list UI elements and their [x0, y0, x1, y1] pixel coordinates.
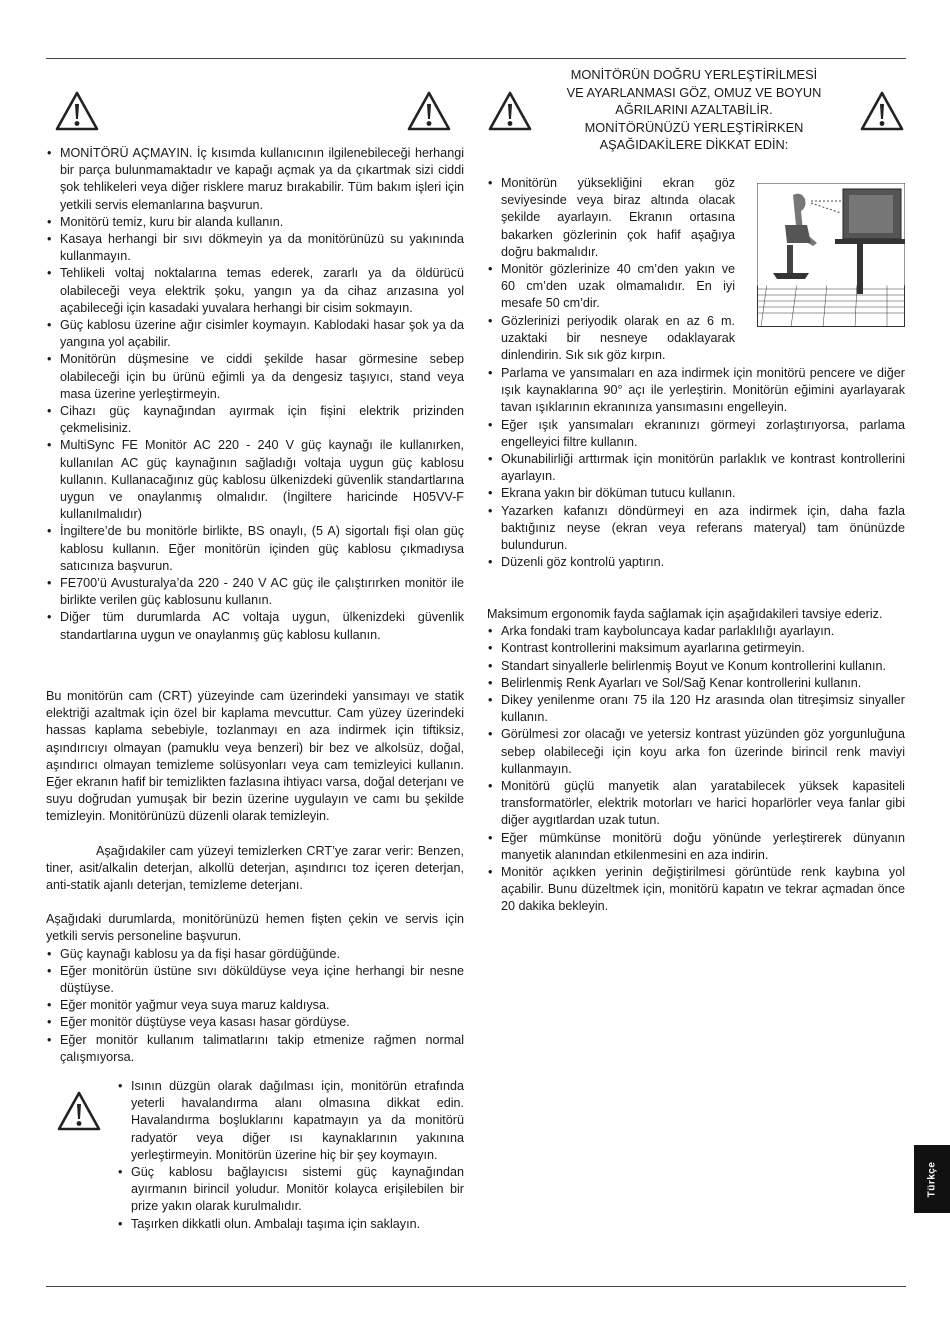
- warning-triangle-icon: [487, 90, 533, 132]
- list-item: • Parlama ve yansımaları en aza indirmek için monitörü pencere ve diğer ışık kaynaklarına 90° açı ile yerleştirin. Monitörün eğimini ayarlayarak tavan ışıklarının ekranınıza yansımasını engelleyin.: [487, 365, 905, 417]
- ergonomic-workstation-illustration: [757, 183, 905, 327]
- language-tab-label: Türkçe: [926, 1161, 938, 1197]
- heading-line: MONİTÖRÜN DOĞRU YERLEŞTİRİLMESİ: [570, 67, 818, 82]
- heading-line: VE AYARLANMASI GÖZ, OMUZ VE BOYUN: [566, 84, 822, 100]
- list-item: • MultiSync FE Monitör AC 220 - 240 V güç kaynağı ile kullanırken, kullanılan AC güç kaynağının sağladığı voltaja uygun güç kablosu kullanın. Kullanacağınız güç kablosu ülkenizdeki güvenlik standartlarına uygun ve onaylanmış olmalıdır. (İngiltere haricinde H05VV-F kullanılmalıdır): [46, 437, 464, 523]
- list-item: • Monitörün yüksekliğini ekran göz seviyesinde veya biraz altında olacak şekilde ayarlayın. Ekranın ortasına bakarken gözlerinin çok hafif aşağıya doğru bakmalıdır.: [487, 175, 735, 261]
- list-item: • Monitörü temiz, kuru bir alanda kullanın.: [46, 214, 464, 231]
- list-item: • Görülmesi zor olacağı ve yetersiz kontrast yüzünden göz yorgunluğuna sebep olabileceği için koyu arka fon üzerinde birincil renk maviyi kullanmayın.: [487, 726, 905, 778]
- position-list-top: [487, 175, 735, 364]
- position-list-full-wrap: [487, 365, 905, 571]
- list-item: • Güç kablosu üzerine ağır cisimler koymayın. Kablodaki hasar şok ya da yangına yol açabilir.: [46, 317, 464, 351]
- list-item: • Güç kablosu bağlayıcısı sistemi güç kaynağından ayırmanın birincil yoludur. Monitör kolayca erişilebilen bir prize yakın olarak kurulmalıdır.: [117, 1164, 464, 1216]
- caution-list: [117, 1078, 464, 1233]
- list-item: • İngiltere’de bu monitörle birlikte, BS onaylı, (5 A) sigortalı fişi olan güç kablosu kullanın. Eğer monitörün içinden güç kablosu çıkmadıysa satıcınıza başvurun.: [46, 523, 464, 575]
- ergo-list: [487, 623, 905, 915]
- top-rule: [46, 58, 906, 59]
- list-item: • Arka fondaki tram kayboluncaya kadar parlaklılığı ayarlayın.: [487, 623, 905, 640]
- list-item: • Monitör açıkken yerinin değiştirilmesi görüntüde renk kaybına yol açabilir. Bunu düzeltmek için, monitörü kapatın ve tekrar açmadan önce 20 dakika bekleyin.: [487, 864, 905, 916]
- list-item: • Tehlikeli voltaj noktalarına temas ederek, zararlı ya da öldürücü olabileceği veya elektrik şoku, yangın ya da cihaz arızasına yol açabileceği için kasadaki yuvalara herhangi bir cisim sokmayın.: [46, 265, 464, 317]
- list-item: • Standart sinyallerle belirlenmiş Boyut ve Konum kontrollerini kullanın.: [487, 658, 905, 675]
- coating-paragraph: Bu monitörün cam (CRT) yüzeyinde cam üzerindeki yansımayı ve statik elektriği azaltmak için özel bir kaplama mevcuttur. Cam yüzey üzerindeki hassas kaplama sebebiyle, tozlanmayı en aza indirmek için tiftiksiz, aşındırıcıyı olmayan (pamuklu veya benzeri) bir bez ve alkolsüz, doğal, aşındırıcı olmayan temizleme solüsyonları veya cam temizleyici kullanın. Eğer ekranın hafif bir temizlikten fazlasına ihtiyacı varsa, doğal deterjanı ve suyu doğrudan yumuşak bir bezin üzerine uygulayın ve camı bu şekilde temizleyin. Monitörünüzü düzenli olarak temizleyin.: [46, 689, 464, 824]
- list-item: • Eğer monitör yağmur veya suya maruz kaldıysa.: [46, 997, 464, 1014]
- list-item: • Düzenli göz kontrolü yaptırın.: [487, 554, 905, 571]
- language-tab: [914, 1145, 950, 1213]
- position-list-top-wrap: [487, 175, 735, 364]
- list-item: • Eğer monitör kullanım talimatlarını takip etmenize rağmen normal çalışmıyorsa.: [46, 1032, 464, 1066]
- list-item: • Cihazı güç kaynağından ayırmak için fişini elektrik prizinden çekmelisiniz.: [46, 403, 464, 437]
- list-item: • Belirlenmiş Renk Ayarları ve Sol/Sağ Kenar kontrollerini kullanın.: [487, 675, 905, 692]
- warning-triangle-icon: [56, 1090, 102, 1132]
- warning-triangle-icon: [54, 90, 100, 132]
- list-item: • Diğer tüm durumlarda AC voltaja uygun, ülkenizdeki güvenlik standartlarına uygun ve onaylanmış güç kablosu kullanın.: [46, 609, 464, 643]
- list-item: • Monitörü güçlü manyetik alan yaratabilecek yüksek kapasiteli transformatörler, elektrik motorları ve harici hoparlörler veya fanlar gibi diğer aygıtlardan uzak tutun.: [487, 778, 905, 830]
- list-item: • Monitör gözlerinize 40 cm’den yakın ve 60 cm’den uzak olmamalıdır. En iyi mesafe 50 cm’dir.: [487, 261, 735, 313]
- service-intro: Aşağıdaki durumlarda, monitörünüzü hemen fişten çekin ve servis için yetkili servis personeline başvurun.: [46, 912, 464, 944]
- list-item: • Ekrana yakın bir döküman tutucu kullanın.: [487, 485, 905, 502]
- list-item: • Taşırken dikkatli olun. Ambalajı taşıma için saklayın.: [117, 1216, 464, 1233]
- ergonomics-heading: [530, 66, 858, 154]
- heading-line: AŞAĞIDAKİLERE DİKKAT EDİN:: [599, 137, 789, 153]
- list-item: • Eğer monitörün üstüne sıvı döküldüyse veya içine herhangi bir nesne düştüyse.: [46, 963, 464, 997]
- list-item: • Güç kaynağı kablosu ya da fişi hasar gördüğünde.: [46, 946, 464, 963]
- list-item: • Eğer mümkünse monitörü doğu yönünde yerleştirerek dünyanın manyetik alanından etkilenmesini en aza indirin.: [487, 830, 905, 864]
- list-item: • MONİTÖRÜ AÇMAYIN. İç kısımda kullanıcının ilgilenebileceği herhangi bir parça bulunmamaktadır ve kapağı açmak ya da çıkartmak sizi ciddi şok tehlikeleri veya diğer risklere maruz bırakabilir. Tüm bakım işleri için yetkili servis elemanlarına başvurun.: [46, 145, 464, 214]
- position-list-full: [487, 365, 905, 571]
- ergonomics-section: [487, 606, 905, 916]
- list-item: • Kasaya herhangi bir sıvı dökmeyin ya da monitörünüzü su yakınında kullanmayın.: [46, 231, 464, 265]
- caution-section: [117, 1078, 464, 1233]
- warning-triangle-icon: [859, 90, 905, 132]
- left-column: [46, 145, 464, 644]
- cleaning-section: [46, 688, 464, 1066]
- damage-paragraph: Aşağıdakiler cam yüzeyi temizlerken CRT’ye zarar verir: Benzen, tiner, asit/alkalin deterjan, alkollü deterjan, aşındırıcı toz içeren deterjan, anti-statik ajanlı deterjan, temizleme deterjanı.: [46, 843, 464, 893]
- warning-triangle-icon: [406, 90, 452, 132]
- heading-line: AĞRILARINI AZALTABİLİR.: [615, 102, 773, 118]
- list-item: • Monitörün düşmesine ve ciddi şekilde hasar görmesine sebep olabileceği için bu ürünü eğimli ya da dengesiz taşıyıcı, stand veya masa üzerine yerleştirmeyin.: [46, 351, 464, 403]
- list-item: • Eğer ışık yansımaları ekranınızı görmeyi zorlaştırıyorsa, parlama engelleyici filtre kullanın.: [487, 417, 905, 451]
- ergo-intro: Maksimum ergonomik fayda sağlamak için aşağıdakileri tavsiye ederiz.: [487, 607, 883, 621]
- service-list: [46, 946, 464, 1066]
- list-item: • Gözlerinizi periyodik olarak en az 6 m. uzaktaki bir nesneye odaklayarak dinlendirin. Sık sık göz kırpın.: [487, 313, 735, 365]
- bottom-rule: [46, 1286, 906, 1287]
- list-item: • Yazarken kafanızı döndürmeyi en aza indirmek için, daha fazla baktığınız neyse (ekran veya referans materyal) tam önünüzde bulundurun.: [487, 503, 905, 555]
- heading-line: MONİTÖRÜNÜZÜ YERLEŞTİRİRKEN: [584, 119, 804, 135]
- list-item: • Isının düzgün olarak dağılması için, monitörün etrafında yeterli havalandırma alanı olmasına dikkat edin. Havalandırma boşluklarını kapatmayın ya da monitörü radyatör veya diğer ısı kaynaklarının yakınına yerleştirmeyin. Monitörün üzerine hiç bir şey koymayın.: [117, 1078, 464, 1164]
- list-item: • Okunabilirliği arttırmak için monitörün parlaklık ve kontrast kontrollerini ayarlayın.: [487, 451, 905, 485]
- list-item: • Eğer monitör düştüyse veya kasası hasar gördüyse.: [46, 1014, 464, 1031]
- list-item: • Dikey yenilenme oranı 75 ila 120 Hz arasında olan titreşimsiz sinyaller kullanın.: [487, 692, 905, 726]
- list-item: • Kontrast kontrollerini maksimum ayarlarına getirmeyin.: [487, 640, 905, 657]
- list-item: • FE700’ü Avusturalya’da 220 - 240 V AC güç ile çalıştırırken monitör ile birlikte verilen güç kablosunu kullanın.: [46, 575, 464, 609]
- safety-list: [46, 145, 464, 644]
